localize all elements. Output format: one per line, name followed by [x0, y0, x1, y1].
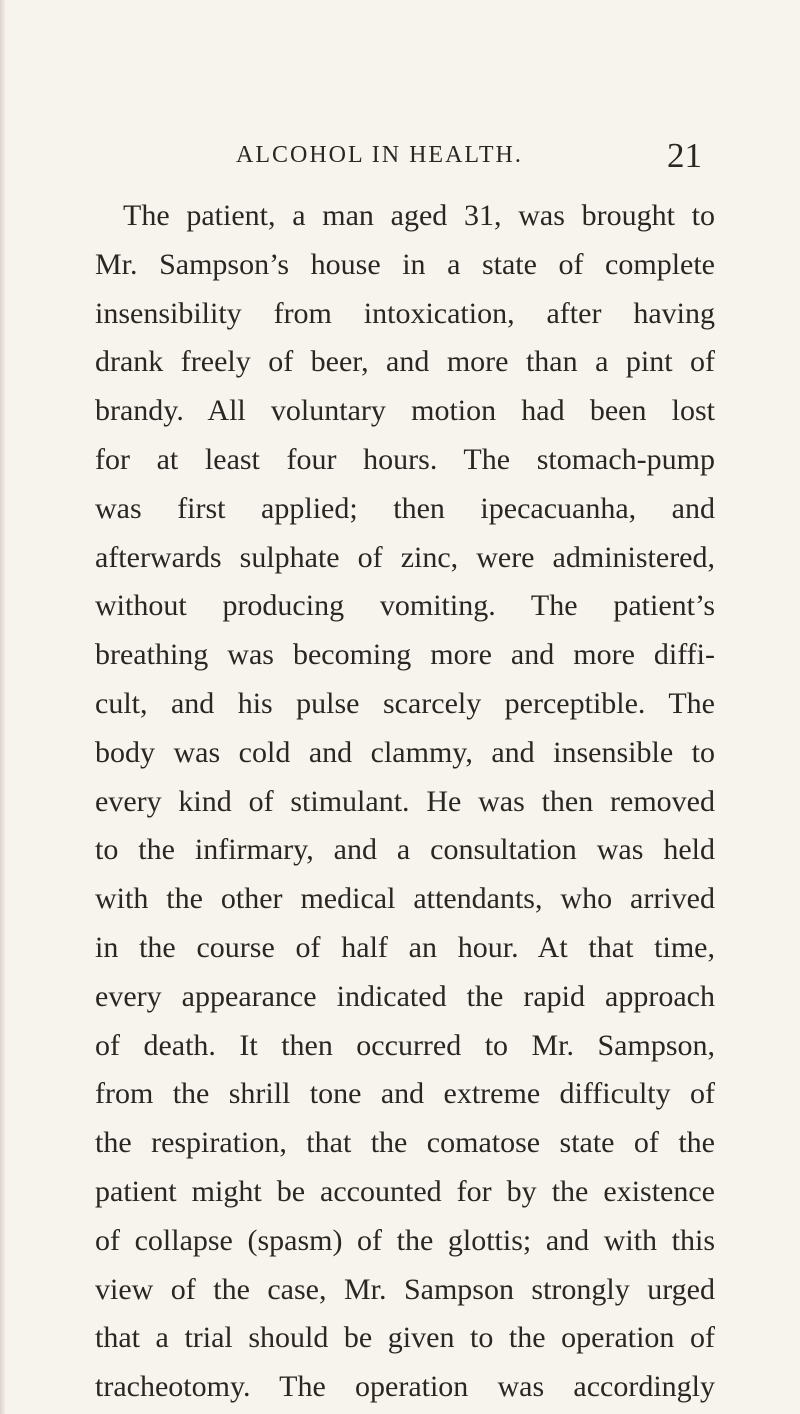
text-line: view of the case, Mr. Sampson strongly urged — [95, 1272, 715, 1306]
text-line: without producing vomiting. The patient’s — [95, 589, 715, 623]
text-line: every kind of stimulant. He was then removed — [95, 784, 715, 818]
text-line: brandy. All voluntary motion had been lost — [95, 394, 715, 428]
text-line: body was cold and clammy, and insensible to — [95, 735, 715, 769]
text-line: with the other medical attendants, who arrived — [95, 882, 715, 916]
text-line: from the shrill tone and extreme difficulty of — [95, 1077, 715, 1111]
text-line: drank freely of beer, and more than a pint of — [95, 345, 715, 379]
text-line: Mr. Sampson’s house in a state of complete — [95, 247, 715, 281]
text-line: patient might be accounted for by the existence — [95, 1174, 715, 1208]
text-line: of death. It then occurred to Mr. Sampson, — [95, 1028, 715, 1062]
body-text — [95, 192, 715, 1412]
text-line: tracheotomy. The operation was accordingly — [95, 1370, 715, 1404]
text-line: in the course of half an hour. At that time, — [95, 930, 715, 964]
page-edge-shadow — [0, 0, 6, 1414]
page-number: 21 — [667, 136, 702, 175]
text-line: cult, and his pulse scarcely perceptible. The — [95, 686, 715, 720]
text-line: was first applied; then ipecacuanha, and — [95, 491, 715, 525]
running-title: ALCOHOL IN HEALTH. — [236, 142, 523, 168]
text-line: afterwards sulphate of zinc, were administered, — [95, 540, 715, 574]
text-line: of collapse (spasm) of the glottis; and with this — [95, 1223, 715, 1257]
text-line: the respiration, that the comatose state of the — [95, 1126, 715, 1160]
running-head — [0, 136, 800, 182]
text-line: The patient, a man aged 31, was brought to — [123, 199, 715, 232]
text-line: that a trial should be given to the operation of — [95, 1321, 715, 1355]
text-line: every appearance indicated the rapid approach — [95, 979, 715, 1013]
text-line: breathing was becoming more and more diffi- — [95, 638, 715, 672]
text-line: insensibility from intoxication, after having — [95, 296, 715, 330]
text-line: to the infirmary, and a consultation was held — [95, 833, 715, 867]
text-line: for at least four hours. The stomach-pump — [95, 442, 715, 476]
